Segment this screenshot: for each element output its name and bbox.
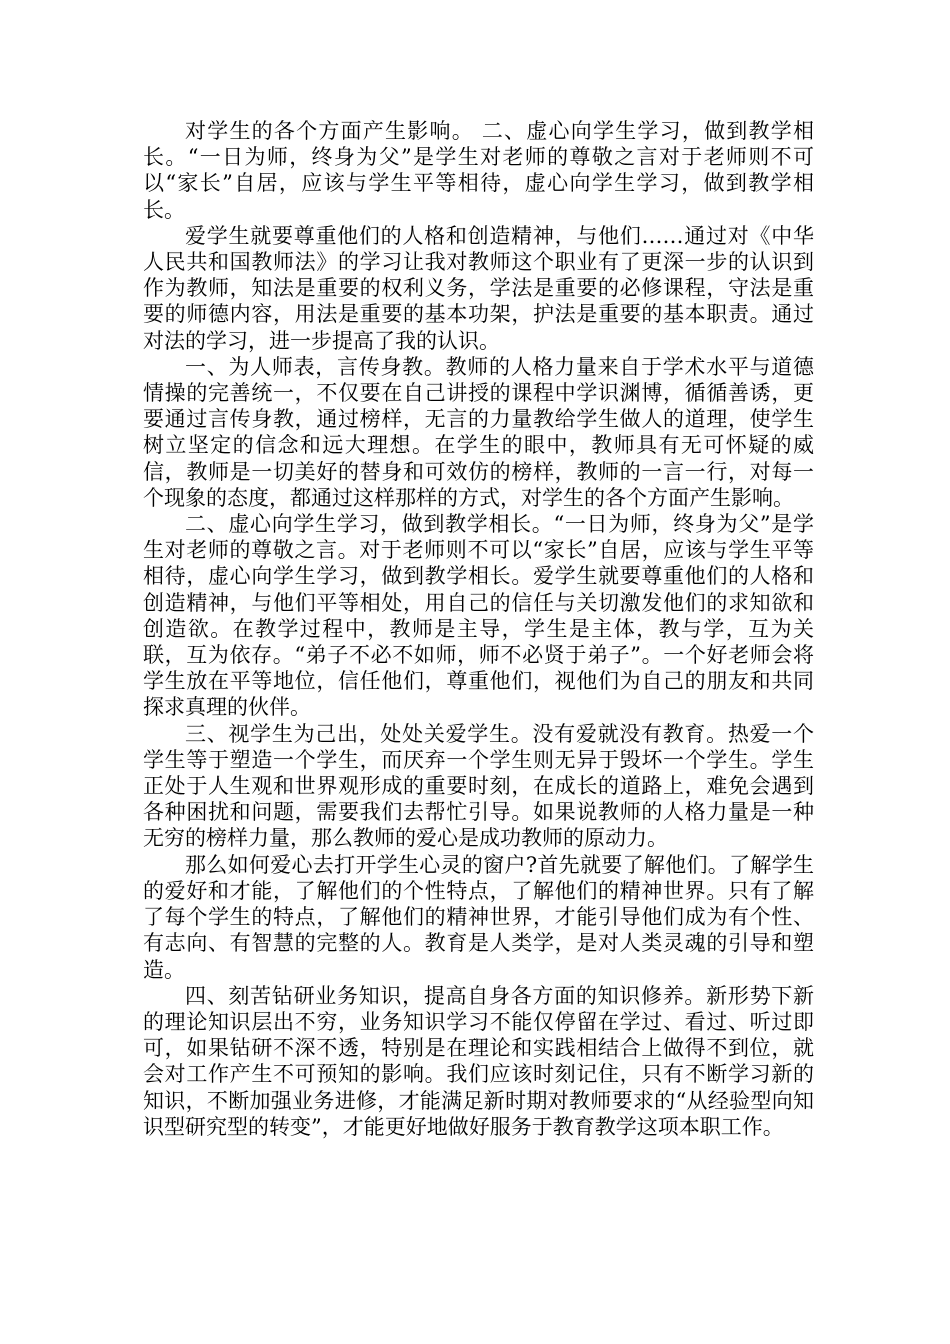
paragraph: 二、虚心向学生学习，做到教学相长。“一日为师，终身为父”是学生对老师的尊敬之言。对于老师则不可以“家长”自居，应该与学生平等相待，虚心向学生学习，做到教学相长。爱学生就要尊重他们的人格和创造精神，与他们平等相处，用自己的信任与关切激发他们的求知欲和创造欲。在教学过程中，教师是主导，学生是主体，教与学，互为关联，互为依存。“弟子不必不如师，师不必贤于弟子”。一个好老师会将学生放在平等地位，信任他们，尊重他们，视他们为自己的朋友和共同探求真理的伙伴。: [143, 512, 814, 720]
paragraph: 那么如何爱心去打开学生心灵的窗户?首先就要了解他们。了解学生的爱好和才能，了解他们的个性特点，了解他们的精神世界。只有了解了每个学生的特点，了解他们的精神世界，才能引导他们成为有个性、有志向、有智慧的完整的人。教育是人类学，是对人类灵魂的引导和塑造。: [143, 852, 814, 982]
paragraph: 爱学生就要尊重他们的人格和创造精神，与他们……通过对《中华人民共和国教师法》的学习让我对教师这个职业有了更深一步的认识到作为教师，知法是重要的权利义务，学法是重要的必修课程，守法是重要的师德内容，用法是重要的基本功架，护法是重要的基本职责。通过对法的学习，进一步提高了我的认识。: [143, 223, 814, 353]
paragraph: 三、视学生为己出，处处关爱学生。没有爱就没有教育。热爱一个学生等于塑造一个学生，而厌弃一个学生则无异于毁坏一个学生。学生正处于人生观和世界观形成的重要时刻，在成长的道路上，难免会遇到各种困扰和问题，需要我们去帮忙引导。如果说教师的人格力量是一种无穷的榜样力量，那么教师的爱心是成功教师的原动力。: [143, 721, 814, 851]
paragraph: 四、刻苦钻研业务知识，提高自身各方面的知识修养。新形势下新的理论知识层出不穷，业务知识学习不能仅停留在学过、看过、听过即可，如果钻研不深不透，特别是在理论和实践相结合上做得不到位，就会对工作产生不可预知的影响。我们应该时刻记住，只有不断学习新的知识，不断加强业务进修，才能满足新时期对教师要求的“从经验型向知识型研究型的转变”，才能更好地做好服务于教育教学这项本职工作。: [143, 983, 814, 1139]
paragraph: 一、为人师表，言传身教。教师的人格力量来自于学术水平与道德情操的完善统一，不仅要在自己讲授的课程中学识渊博，循循善诱，更要通过言传身教，通过榜样，无言的力量教给学生做人的道理，使学生树立坚定的信念和远大理想。在学生的眼中，教师具有无可怀疑的威信，教师是一切美好的替身和可效仿的榜样，教师的一言一行，对每一个现象的态度，都通过这样那样的方式，对学生的各个方面产生影响。: [143, 354, 814, 510]
paragraph: 对学生的各个方面产生影响。 二、虚心向学生学习，做到教学相长。“一日为师，终身为父”是学生对老师的尊敬之言对于老师则不可以“家长”自居，应该与学生平等相待，虚心向学生学习，做到教学相长。: [143, 119, 814, 222]
